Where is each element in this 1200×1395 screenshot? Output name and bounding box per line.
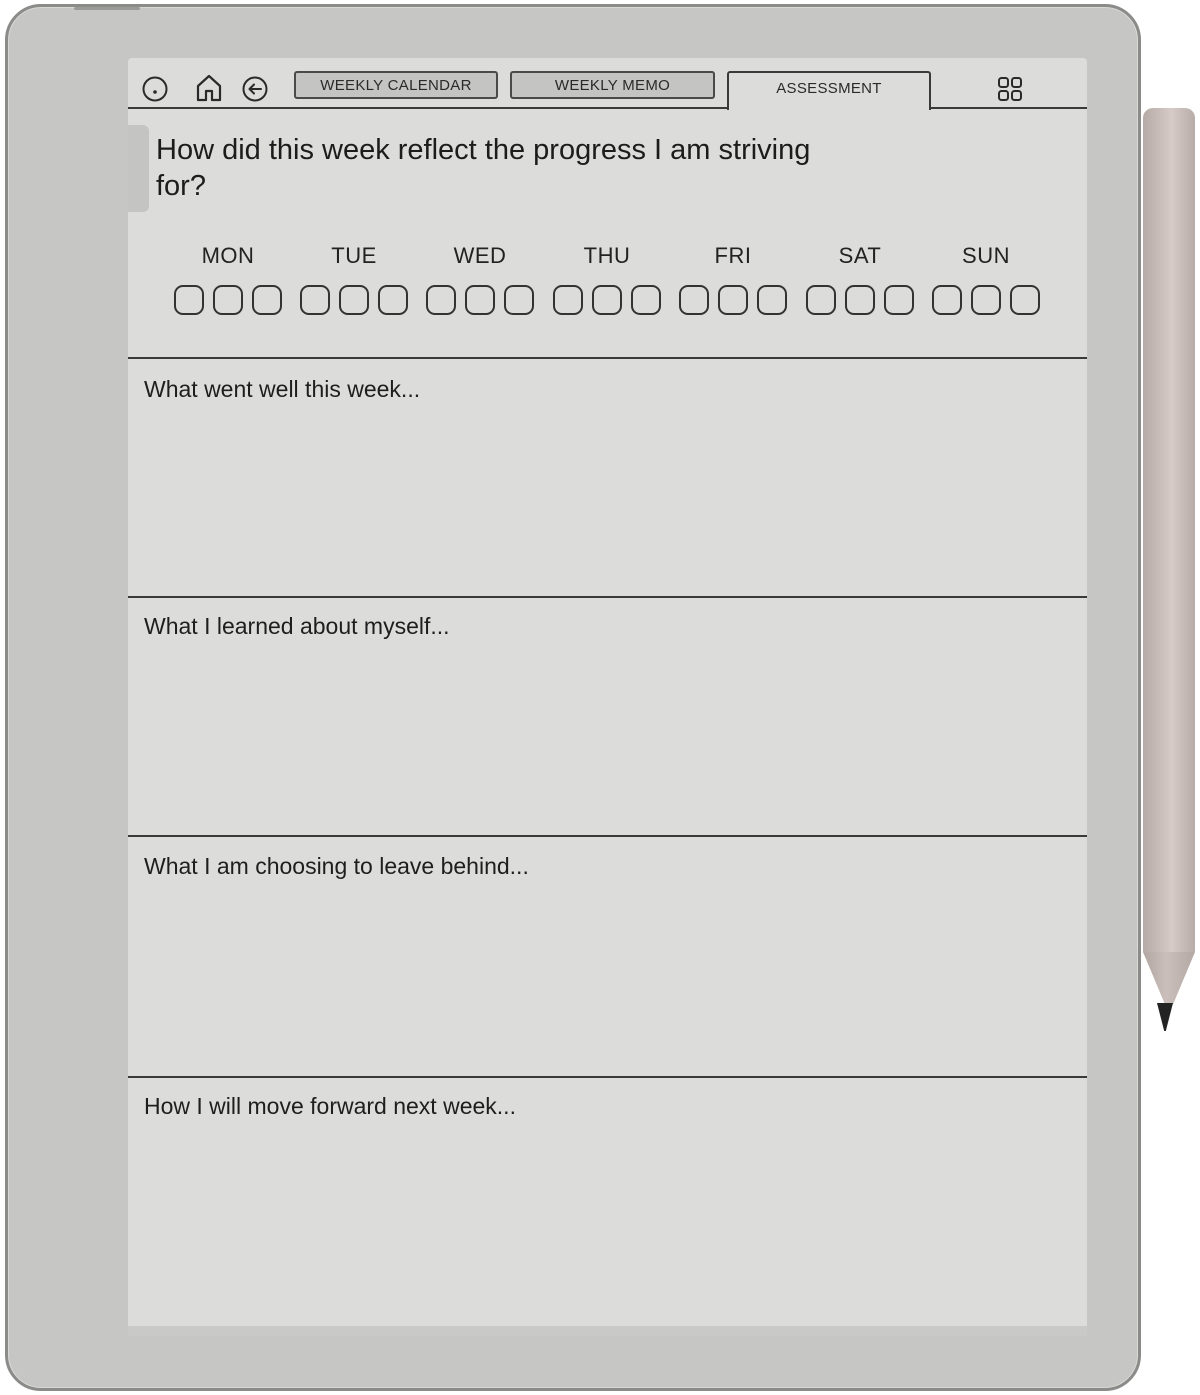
tab-assessment[interactable]: [727, 71, 931, 110]
day-column-wed: [426, 242, 534, 315]
back-arrow-icon[interactable]: [241, 75, 269, 103]
day-checkbox[interactable]: [971, 285, 1001, 315]
day-label: SUN: [962, 243, 1010, 268]
day-label: MON: [201, 243, 255, 268]
day-column-sun: [932, 242, 1040, 315]
tab-weekly-memo-label: WEEKLY MEMO: [554, 76, 671, 94]
screen-bezel-bottom: [128, 1326, 1087, 1336]
day-checkbox[interactable]: [884, 285, 914, 315]
question-marker: [128, 125, 149, 212]
topbar-divider: [128, 107, 1087, 109]
day-checkbox[interactable]: [757, 285, 787, 315]
day-checkbox[interactable]: [174, 285, 204, 315]
day-label: WED: [453, 243, 507, 268]
day-checkbox[interactable]: [378, 285, 408, 315]
day-checkbox[interactable]: [426, 285, 456, 315]
day-checkbox[interactable]: [339, 285, 369, 315]
stylus-pen-tip: [1157, 1003, 1173, 1031]
tab-weekly-calendar[interactable]: [294, 71, 498, 99]
day-checkbox[interactable]: [679, 285, 709, 315]
day-label: FRI: [714, 243, 752, 268]
section-went-well-label[interactable]: What went well this week...: [144, 376, 421, 402]
day-checkbox[interactable]: [592, 285, 622, 315]
tablet-screen: [128, 58, 1087, 1336]
day-checkbox[interactable]: [465, 285, 495, 315]
day-label: THU: [583, 243, 631, 268]
tab-assessment-label: ASSESSMENT: [776, 80, 882, 97]
day-checkbox[interactable]: [213, 285, 243, 315]
section-move-forward-label[interactable]: How I will move forward next week...: [144, 1093, 516, 1119]
section-divider: [128, 596, 1087, 598]
day-checkbox[interactable]: [300, 285, 330, 315]
page-title: How did this week reflect the progress I am striving for?: [156, 134, 811, 202]
day-label: TUE: [331, 243, 377, 268]
section-divider: [128, 835, 1087, 837]
grid-icon[interactable]: [996, 75, 1024, 103]
home-icon[interactable]: [194, 73, 224, 103]
section-leave-behind-label[interactable]: What I am choosing to leave behind...: [144, 853, 529, 879]
day-checkbox[interactable]: [845, 285, 875, 315]
stylus-pen-cone: [1143, 952, 1195, 1004]
day-checkbox[interactable]: [1010, 285, 1040, 315]
day-checkbox[interactable]: [553, 285, 583, 315]
day-column-tue: [300, 242, 408, 315]
day-checkbox[interactable]: [631, 285, 661, 315]
day-column-thu: [553, 242, 661, 315]
day-checkbox[interactable]: [718, 285, 748, 315]
day-checkbox[interactable]: [806, 285, 836, 315]
day-label: SAT: [838, 243, 882, 268]
day-column-sat: [806, 242, 914, 315]
stylus-pen: [1143, 108, 1195, 953]
day-column-mon: [174, 242, 282, 315]
tab-weekly-memo[interactable]: [510, 71, 715, 99]
top-navigation-bar: [128, 58, 1087, 110]
day-checkbox[interactable]: [932, 285, 962, 315]
day-checkbox[interactable]: [252, 285, 282, 315]
tab-weekly-calendar-label: WEEKLY CALENDAR: [320, 76, 472, 94]
day-column-fri: [679, 242, 787, 315]
day-checkbox[interactable]: [504, 285, 534, 315]
section-divider: [128, 357, 1087, 359]
section-divider: [128, 1076, 1087, 1078]
power-button: [74, 7, 140, 10]
section-learned-label[interactable]: What I learned about myself...: [144, 613, 450, 639]
day-tracker: [174, 242, 1042, 322]
circle-dot-icon[interactable]: [141, 75, 169, 103]
